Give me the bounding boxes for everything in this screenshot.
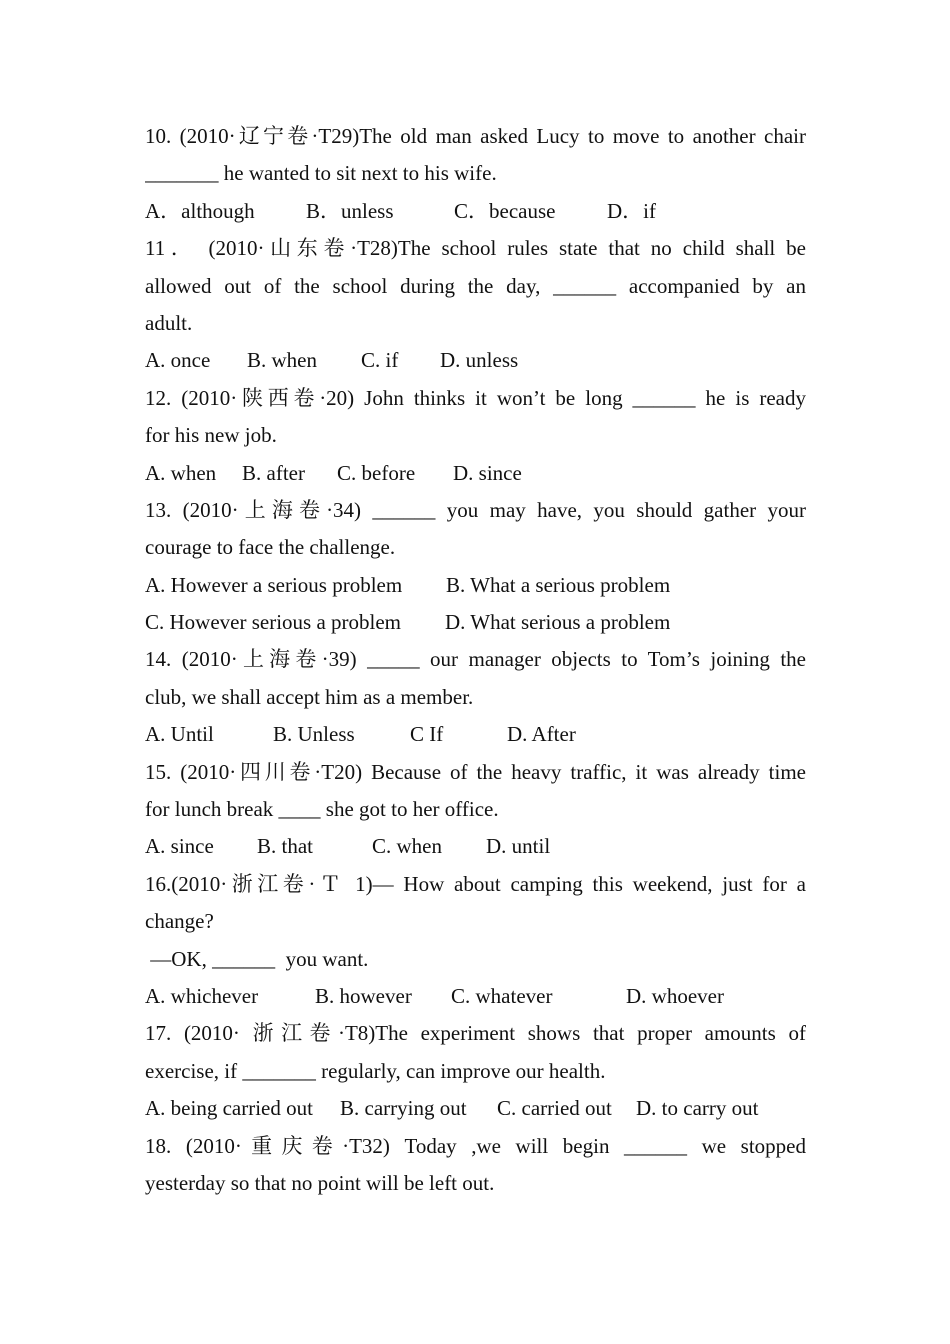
q17-options <box>145 1090 806 1127</box>
q13-option-b: B. What a serious problem <box>446 572 671 597</box>
q14-stem-line1: 14. (2010·上海卷·39) _____ our manager objects to Tom’s joining the <box>145 647 806 672</box>
q10-option-c: C．because <box>454 198 556 223</box>
q14-option-a: A. Until <box>145 722 214 747</box>
q16-stem-line2: change? <box>145 909 214 934</box>
q15-options <box>145 828 806 865</box>
q14-stem-line2: club, we shall accept him as a member. <box>145 684 474 709</box>
q12-option-b: B. after <box>242 460 305 485</box>
q17-option-d: D. to carry out <box>636 1096 759 1121</box>
q13-stem-line1: 13. (2010·上海卷·34) ______ you may have, you should gather your <box>145 497 806 522</box>
q11-stem-line2: allowed out of the school during the day, ______ accompanied by an <box>145 273 806 298</box>
q11-option-c: C. if <box>361 348 399 373</box>
q10-option-b: B．unless <box>306 198 394 223</box>
q18-stem-line1: 18. (2010·重庆卷·T32) Today ,we will begin ______ we stopped <box>145 1133 806 1158</box>
q16-stem-line1: 16.(2010·浙江卷·Ｔ 1)— How about camping this weekend, just for a <box>145 871 806 896</box>
q16-options <box>145 978 806 1015</box>
q12-option-a: A. when <box>145 460 217 485</box>
q11-option-d: D. unless <box>440 348 519 373</box>
question-list <box>145 118 806 1202</box>
q11-option-b: B. when <box>247 348 317 373</box>
q13-option-d: D. What serious a problem <box>445 610 671 635</box>
q14-option-c: C If <box>410 722 444 747</box>
q17-option-a: A. being carried out <box>145 1096 313 1121</box>
q12-option-c: C. before <box>337 460 416 485</box>
q13-options-row2 <box>145 604 806 641</box>
q15-stem-line1: 15. (2010·四川卷·T20) Because of the heavy traffic, it was already time <box>145 759 806 784</box>
q10-stem-line2: _______ he wanted to sit next to his wife. <box>145 161 497 186</box>
q16-option-c: C. whatever <box>451 983 553 1008</box>
q16-option-a: A. whichever <box>145 983 259 1008</box>
q11-option-a: A. once <box>145 348 211 373</box>
q15-option-c: C. when <box>372 834 442 859</box>
q10-stem-line1: 10. (2010·辽宁卷·T29)The old man asked Lucy to move to another chair <box>145 124 806 148</box>
q15-option-a: A. since <box>145 834 214 859</box>
q13-option-a: A. However a serious problem <box>145 572 403 597</box>
q12-stem-line1: 12. (2010·陕西卷·20) John thinks it won’t be long ______ he is ready <box>145 385 806 410</box>
q16-option-d: D. whoever <box>626 983 724 1008</box>
q11-stem-line1: 11． (2010·山东卷·T28)The school rules state that no child shall be <box>145 236 806 261</box>
q13-options-row1 <box>145 567 806 604</box>
q10-option-a: A．although <box>145 198 255 223</box>
q15-option-b: B. that <box>257 834 313 859</box>
q14-options <box>145 716 806 753</box>
q10-options <box>145 193 806 230</box>
q17-option-c: C. carried out <box>497 1096 612 1121</box>
q14-option-b: B. Unless <box>273 722 355 747</box>
q17-stem-line1: 17. (2010· 浙江卷·T8)The experiment shows that proper amounts of <box>145 1021 806 1046</box>
q15-option-d: D. until <box>486 834 551 859</box>
q11-options <box>145 342 806 379</box>
q16-option-b: B. however <box>315 983 412 1008</box>
q17-option-b: B. carrying out <box>340 1096 467 1121</box>
q13-stem-line2: courage to face the challenge. <box>145 535 396 560</box>
q16-stem-line3: —OK, ______ you want. <box>145 946 369 971</box>
q12-option-d: D. since <box>453 460 522 485</box>
q10-option-d: D．if <box>607 198 656 223</box>
q13-option-c: C. However serious a problem <box>145 610 402 635</box>
q17-stem-line2: exercise, if _______ regularly, can improve our health. <box>145 1058 606 1083</box>
q12-stem-line2: for his new job. <box>145 423 277 448</box>
q15-stem-line2: for lunch break ____ she got to her office. <box>145 797 499 822</box>
q11-stem-line3: adult. <box>145 310 193 335</box>
q14-option-d: D. After <box>507 722 576 747</box>
q18-stem-line2: yesterday so that no point will be left out. <box>145 1170 495 1195</box>
q12-options <box>145 455 806 492</box>
